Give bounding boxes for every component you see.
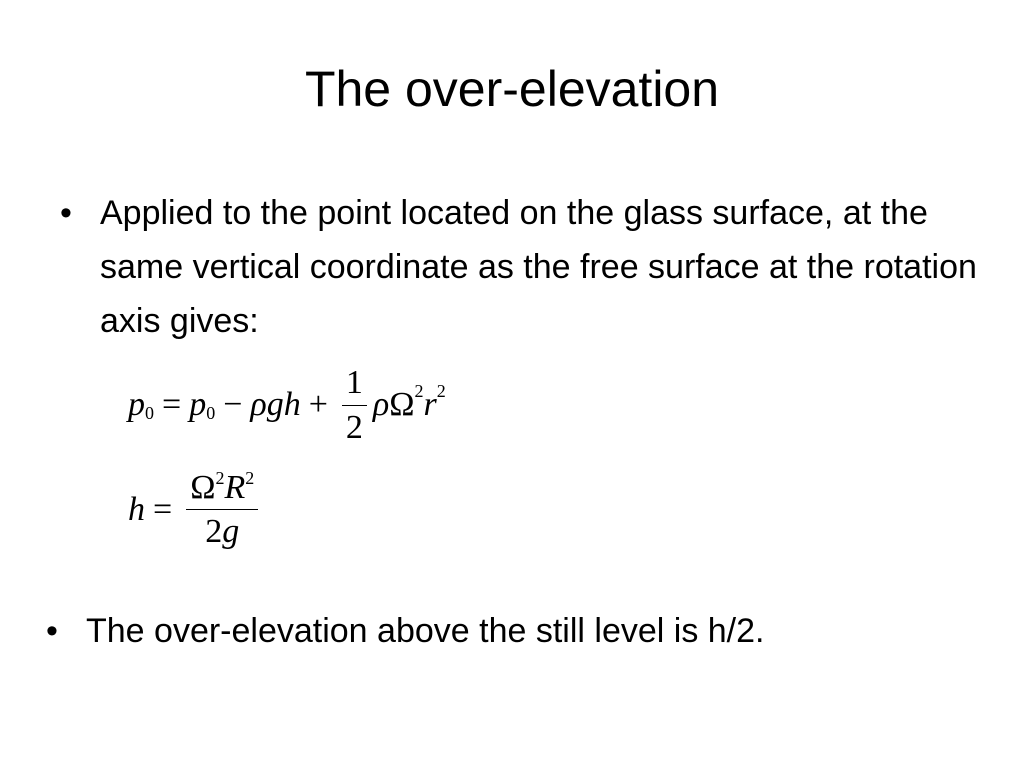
eq-superscript: 2: [414, 381, 424, 401]
eq-fraction-height: [186, 468, 258, 551]
eq-omega: Ω: [190, 468, 216, 506]
fraction-denominator: 2: [345, 408, 363, 446]
bullet-point-2: [46, 604, 986, 658]
fraction-denominator: [201, 512, 243, 551]
eq-plus: +: [308, 386, 328, 423]
bullet-point-1: [60, 186, 980, 348]
fraction-numerator: [186, 468, 258, 507]
eq-fraction-half: [342, 363, 367, 446]
eq-subscript: 0: [145, 403, 154, 423]
eq-r: r: [423, 386, 437, 423]
slide-title: The over-elevation: [304, 61, 720, 117]
bullet-text: The over-elevation above the still level is h/2.: [86, 612, 765, 650]
bullet-dot: •: [46, 612, 58, 650]
equation-height: [128, 462, 264, 557]
eq-g: g: [222, 513, 240, 550]
eq-superscript: 2: [245, 467, 255, 488]
eq-rho: ρ: [372, 386, 390, 423]
eq-equals: =: [162, 386, 182, 423]
eq-two: 2: [205, 513, 223, 550]
fraction-bar: [342, 405, 367, 406]
fraction-bar: [186, 509, 258, 510]
eq-p-lhs: p: [128, 386, 145, 423]
fraction-numerator: 1: [345, 364, 363, 402]
eq-superscript: 2: [215, 467, 225, 488]
eq-equals: =: [153, 490, 173, 528]
eq-subscript: 0: [206, 403, 216, 423]
eq-p-rhs: p: [189, 386, 207, 423]
equation-pressure: [128, 360, 446, 450]
eq-rho-g-h: ρgh: [250, 386, 301, 423]
eq-omega: Ω: [389, 386, 415, 423]
bullet-dot: •: [60, 194, 72, 232]
bullet-text: Applied to the point located on the glass surface, at the same vertical coordinate as the free surface at the rotation axis gives:: [100, 194, 977, 340]
eq-h: h: [128, 490, 145, 528]
eq-superscript: 2: [436, 381, 446, 401]
eq-R: R: [224, 468, 246, 506]
eq-minus: −: [223, 386, 243, 423]
